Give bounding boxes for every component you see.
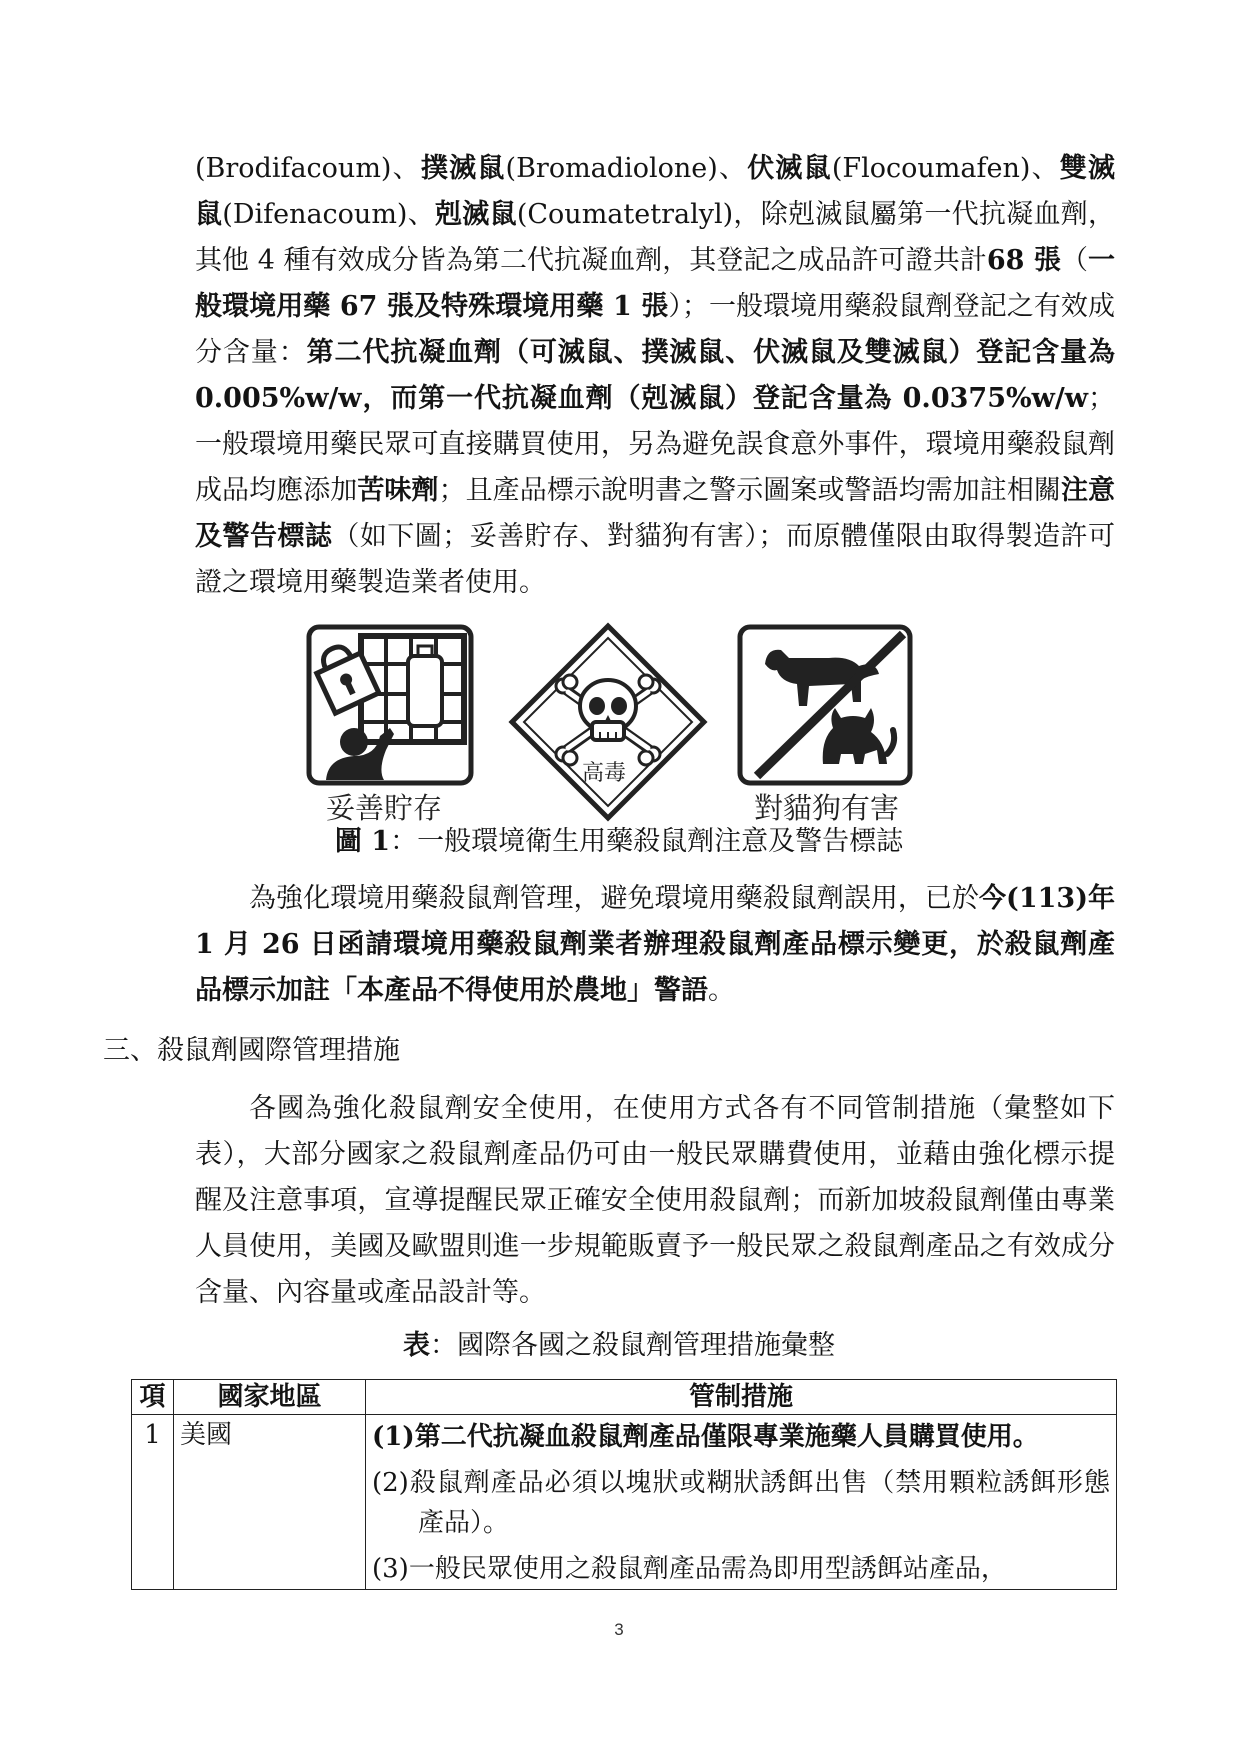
row-number: 1	[132, 1415, 174, 1590]
toxic-label: 高毒	[582, 761, 627, 786]
table-header-row	[132, 1380, 1117, 1415]
text-span: ；且產品標示說明書之警示圖案或警語均需加註相關	[438, 475, 1061, 506]
table-title-label: 表	[403, 1330, 430, 1361]
bold-statement: 今(113)年 1 月 26 日函請環境用藥殺鼠劑業者辦理殺鼠劑產品標示變更，於殺鼠劑產品標示加註「本產品不得使用於農地」警語	[195, 883, 1115, 1006]
international-measures-table	[131, 1379, 1117, 1590]
bold-term: 雙滅鼠	[195, 153, 1116, 230]
bold-term: 苦味劑	[357, 475, 439, 506]
skull-crossbones-icon	[508, 622, 708, 822]
caption-text: ：一般環境衛生用藥殺鼠劑注意及警告標誌	[390, 826, 904, 857]
table-title	[0, 1326, 1238, 1366]
text-span: (Difenacoum)、	[222, 199, 436, 230]
figure-caption	[0, 822, 1238, 862]
text-span: (Coumatetralyl)，除剋滅鼠屬第一代抗凝血劑，其他 4 種有效成分皆為第二代抗凝血劑，其登記之成品許可證共計	[195, 199, 1116, 276]
text-span: (Bromadiolone)、	[505, 153, 748, 184]
row-measures	[366, 1415, 1117, 1590]
text-span: 為強化環境用藥殺鼠劑管理，避免環境用藥殺鼠劑誤用，已於	[249, 883, 980, 914]
label-change-paragraph	[195, 876, 1115, 1014]
table-row	[132, 1415, 1117, 1590]
store-safely-icon	[306, 624, 474, 786]
text-span: (Brodifacoum)、	[195, 153, 421, 184]
bold-term: 一般環境用藥 67 張及特殊環境用藥 1 張	[195, 245, 1116, 322]
section-heading: 三、殺鼠劑國際管理措施	[103, 1035, 400, 1066]
bold-term: 撲滅鼠	[420, 153, 506, 184]
text-span: (Flocoumafen)、	[831, 153, 1060, 184]
page-number: 3	[614, 1620, 624, 1639]
measure-item: (3)一般民眾使用之殺鼠劑產品需為即用型誘餌站產品，	[372, 1554, 1007, 1584]
text-span: ；一般環境用藥民眾可直接購買使用，另為避免誤食意外事件，環境用藥殺鼠劑成品均應添加	[195, 383, 1115, 506]
warning-symbols-figure	[0, 622, 1238, 852]
header-item-no: 項	[132, 1380, 174, 1415]
row-region: 美國	[174, 1415, 366, 1590]
bold-term: 注意及警告標誌	[195, 475, 1116, 552]
bold-term: 伏滅鼠	[747, 153, 832, 184]
text-span: ）；一般環境用藥殺鼠劑登記之有效成分含量：	[195, 291, 1116, 368]
header-measures: 管制措施	[366, 1380, 1117, 1415]
text-span: 。	[708, 975, 735, 1006]
table-title-text: ：國際各國之殺鼠劑管理措施彙整	[430, 1330, 835, 1361]
bold-term: 68 張	[986, 245, 1061, 276]
store-safely-label: 妥善貯存	[326, 791, 443, 825]
harmful-to-pets-label: 對貓狗有害	[754, 791, 900, 825]
text-span: （	[1060, 245, 1089, 276]
bold-term: 第二代抗凝血劑（可滅鼠、撲滅鼠、伏滅鼠及雙滅鼠）登記含量為 0.005%w/w，而第一代抗凝血劑（剋滅鼠）登記含量為 0.0375%w/w	[195, 337, 1115, 414]
measure-item: (1)第二代抗凝血殺鼠劑產品僅限專業施藥人員購買使用。	[372, 1422, 1039, 1452]
harmful-to-pets-icon	[737, 624, 913, 786]
header-region: 國家地區	[174, 1380, 366, 1415]
international-measures-paragraph: 各國為強化殺鼠劑安全使用，在使用方式各有不同管制措施（彙整如下表），大部分國家之殺鼠劑產品仍可由一般民眾購費使用，並藉由強化標示提醒及注意事項，宣導提醒民眾正確安全使用殺鼠劑；而新加坡殺鼠劑僅由專業人員使用，美國及歐盟則進一步規範販賣予一般民眾之殺鼠劑產品之有效成分含量、內容量或產品設計等。	[195, 1093, 1115, 1308]
rodenticide-registration-paragraph	[195, 146, 1115, 606]
text-span: （如下圖；妥善貯存、對貓狗有害）；而原體僅限由取得製造許可證之環境用藥製造業者使用。	[195, 521, 1116, 598]
bold-term: 剋滅鼠	[435, 199, 517, 230]
measure-item: (2)殺鼠劑產品必須以塊狀或糊狀誘餌出售（禁用顆粒誘餌形態產品）。	[372, 1468, 1110, 1538]
caption-number: 圖 1	[334, 826, 391, 857]
